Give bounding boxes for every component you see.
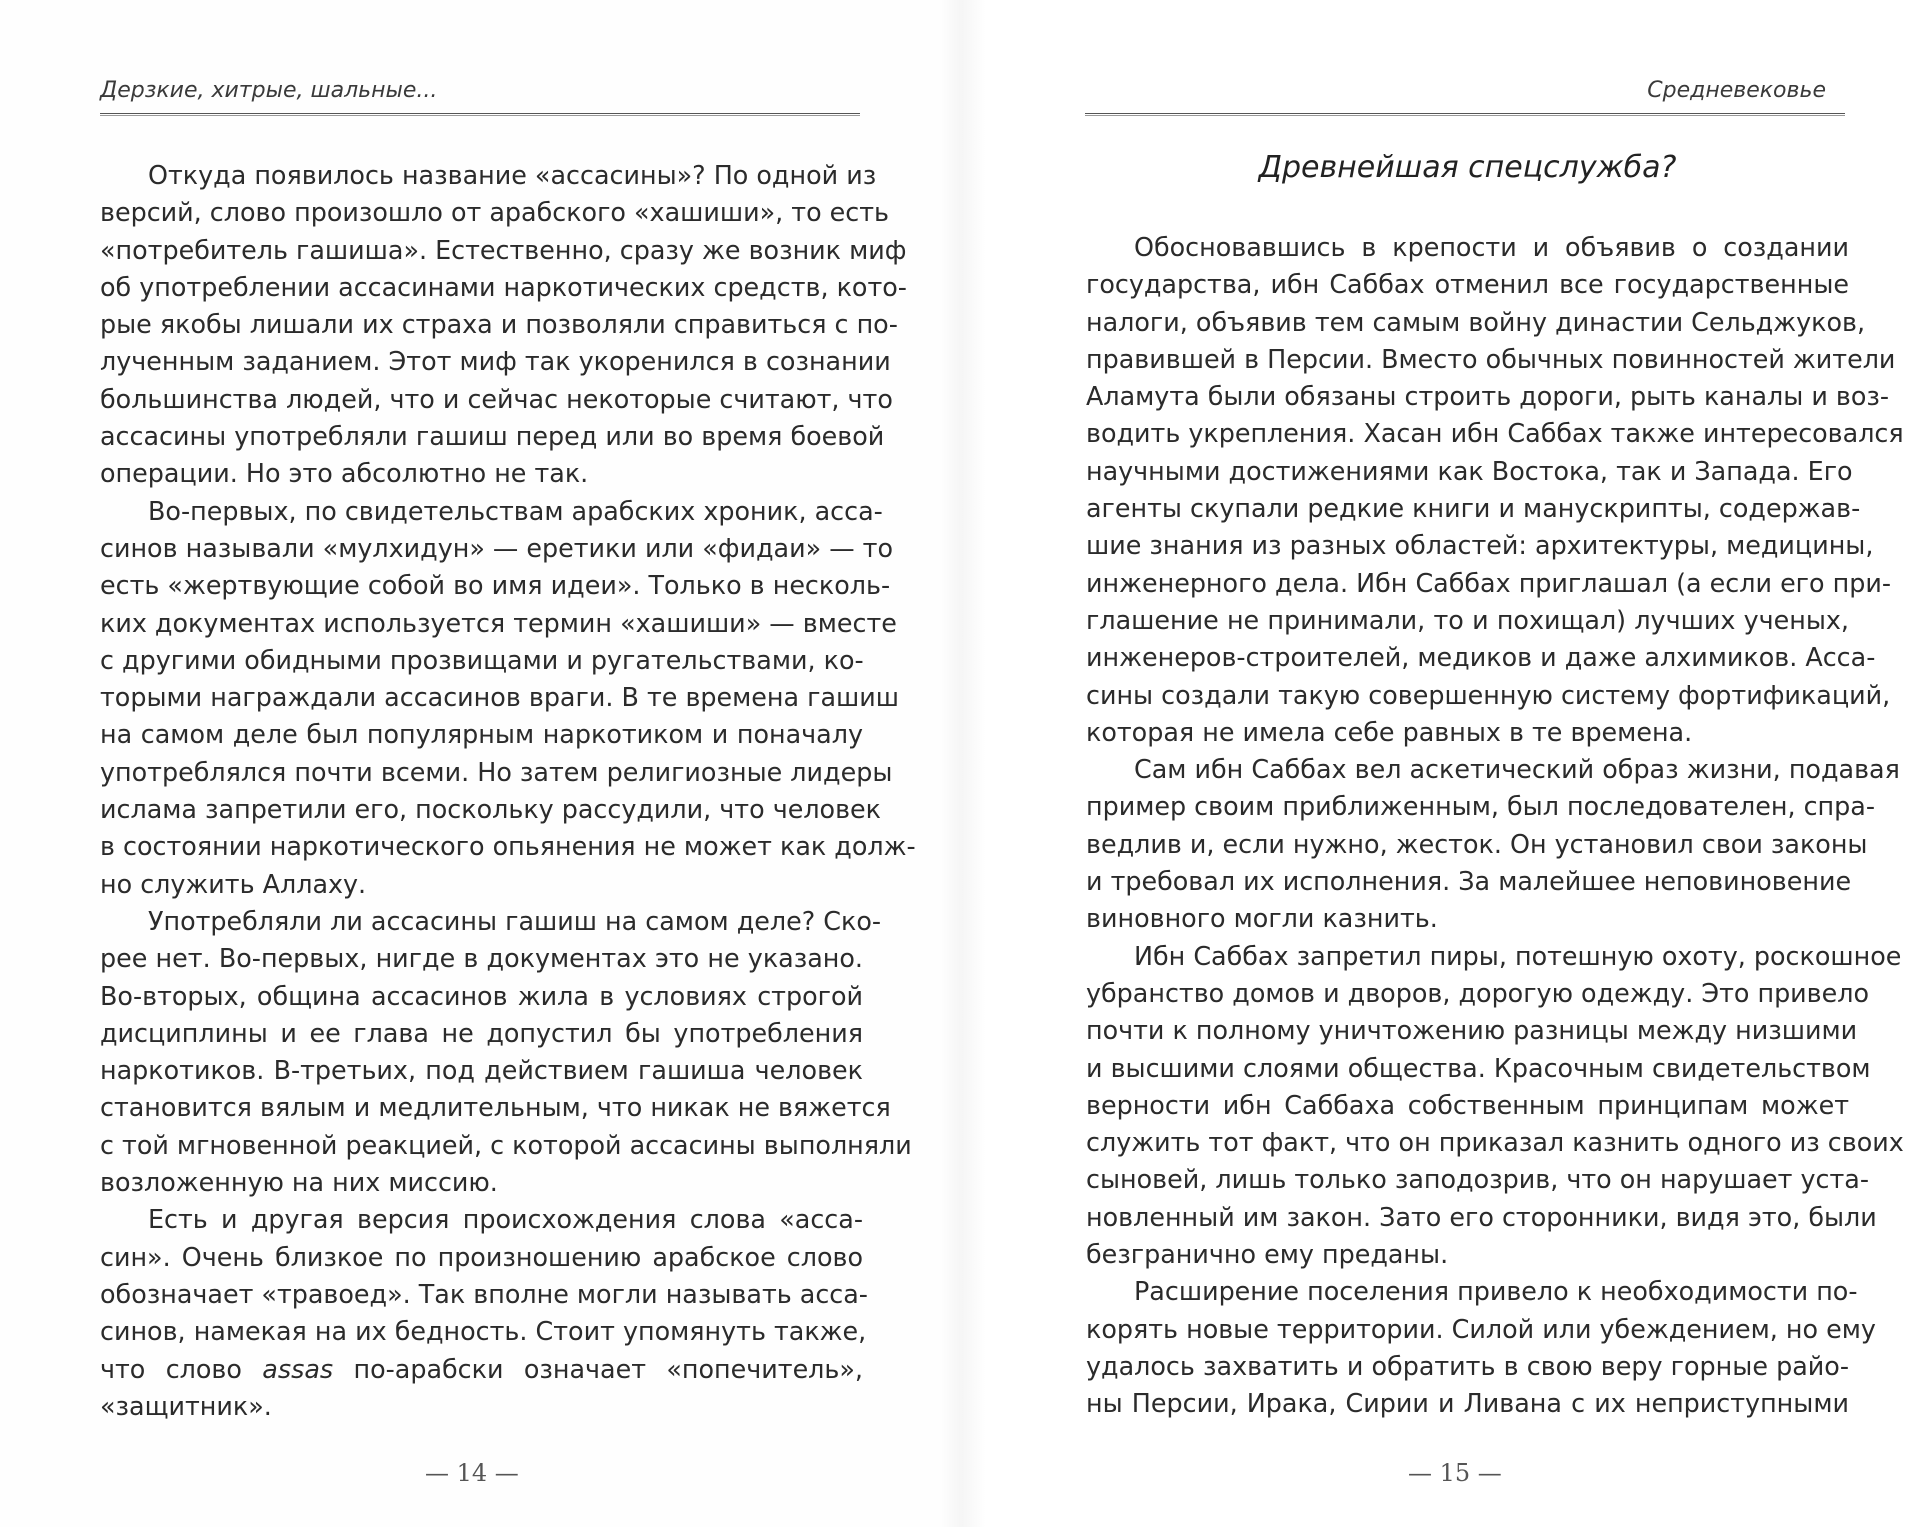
paragraph [100,903,912,1201]
text-line: ислама запретили его, поскольку рассудили, что человек [100,794,882,825]
text-line: инженерного дела. Ибн Саббах приглашал (а если его при- [1086,567,1892,598]
text-line: возложенную на них миссию. [100,1167,498,1198]
paragraph [100,493,916,903]
text-line: безгранично ему преданы. [1086,1239,1449,1270]
chapter-title: Древнейшая спецслужба? [1258,150,1677,185]
text-line: водить укрепления. Хасан ибн Саббах также интересовался [1086,418,1904,449]
text-line: ассасины употребляли гашиш перед или во время боевой [100,421,885,452]
text-line: операции. Но это абсолютно не так. [100,458,589,489]
paragraph [1086,938,1904,1274]
body-text [1086,229,1904,1423]
running-head: Средневековье [1647,78,1826,103]
right-page [963,0,1926,1527]
paragraph [1086,1273,1876,1422]
text-line: налоги, объявив тем самым войну династии Сельджуков, [1086,306,1866,337]
text-line: Ибн Саббах запретил пиры, потешную охоту, роскошное [1134,940,1902,971]
text-line: пример своим приближенным, был последователен, спра- [1086,791,1875,822]
text-line: версий, слово произошло от арабского «хашиши», то есть [100,197,890,228]
text-line: Сам ибн Саббах вел аскетический образ жизни, подавая [1134,754,1900,785]
text-line: рее нет. Во-первых, нигде в документах это не указано. [100,943,863,974]
page-number: — 15 — [1408,1459,1502,1487]
text-line: «потребитель гашиша». Естественно, сразу же возник миф [100,234,907,265]
text-line: об употреблении ассасинами наркотических средств, кото- [100,271,907,302]
text-line: глашение не принимали, то и похищал) лучших ученых, [1086,604,1849,635]
text-line: синов, намекая на их бедность. Стоит упомянуть также, [100,1316,867,1347]
text-line: с другими обидными прозвищами и ругательствами, ко- [100,644,864,675]
text-line: наркотиков. В-третьих, под действием гашиша человек [100,1055,863,1086]
header-rule [1085,113,1845,116]
text-line: сины создали такую совершенную систему фортификаций, [1086,679,1891,710]
text-line: торыми награждали ассасинов враги. В те времена гашиш [100,682,900,713]
text-line: Есть и другая версия происхождения слова «асса- [148,1204,863,1235]
text-line: синов называли «мулхидун» — еретики или «фидаи» — то [100,532,893,563]
text-line: Обосновавшись в крепости и объявив о создании [1134,232,1849,262]
text-line: корять новые территории. Силой или убеждением, но ему [1086,1313,1876,1344]
paragraph [100,157,907,493]
text-line: Во-первых, по свидетельствам арабских хроник, асса- [148,495,883,526]
paragraph [1086,751,1900,937]
running-head: Дерзкие, хитрые, шальные... [100,78,438,103]
text-line: агенты скупали редкие книги и манускрипты, содержав- [1086,493,1861,524]
text-line: Во-вторых, община ассасинов жила в условиях строгой [100,980,863,1011]
text-line: в состоянии наркотического опьянения не может как долж- [100,831,916,862]
text-line: ны Персии, Ирака, Сирии и Ливана с их неприступными [1086,1388,1849,1419]
text-line: верности ибн Саббаха собственным принципам может [1086,1089,1849,1120]
text-line: становится вялым и медлительным, что никак не вяжется [100,1092,891,1123]
paragraph [1086,229,1904,751]
text-line: на самом деле был популярным наркотиком и поначалу [100,719,863,750]
book-gutter [940,0,986,1527]
text-line: которая не имела себе равных в те времена. [1086,716,1693,747]
text-line: Аламута были обязаны строить дороги, рыть каналы и воз- [1086,381,1890,412]
paragraph [100,1201,868,1425]
text-line: служить тот факт, что он приказал казнить одного из своих [1086,1127,1904,1158]
text-line: почти к полному уничтожению разницы между низшими [1086,1015,1858,1046]
text-line: сыновей, лишь только заподозрив, что он нарушает уста- [1086,1164,1870,1195]
text-line: с той мгновенной реакцией, с которой ассасины выполняли [100,1129,912,1160]
text-line: обозначает «травоед». Так вполне могли называть асса- [100,1278,868,1309]
text-line: Расширение поселения привело к необходимости по- [1134,1276,1858,1307]
text-line: правившей в Персии. Вместо обычных повинностей жители [1086,343,1896,374]
text-line: научными достижениями как Востока, так и Запада. Его [1086,455,1853,486]
text-line: что слово assas по-арабски означает «попечитель», [100,1353,863,1384]
text-line: син». Очень близкое по произношению арабское слово [100,1241,863,1272]
body-text [100,157,916,1425]
text-line: Откуда появилось название «ассасины»? По одной из [148,160,877,190]
text-line: большинства людей, что и сейчас некоторые считают, что [100,383,893,414]
text-line: Употребляли ли ассасины гашиш на самом деле? Ско- [148,905,882,936]
text-line: новленный им закон. Зато его сторонники, видя это, были [1086,1201,1877,1232]
text-line: и высшими слоями общества. Красочным свидетельством [1086,1052,1871,1083]
text-line: ведлив и, если нужно, жесток. Он установил свои законы [1086,828,1868,859]
page-number: — 14 — [425,1459,519,1487]
text-line: шие знания из разных областей: архитектуры, медицины, [1086,530,1874,561]
text-line: «защитник». [100,1390,272,1421]
text-line: дисциплины и ее глава не допустил бы употребления [100,1017,863,1048]
text-line: употреблялся почти всеми. Но затем религиозные лидеры [100,756,893,787]
header-rule [100,113,860,116]
text-line: убранство домов и дворов, дорогую одежду. Это привело [1086,977,1870,1008]
text-line: удалось захватить и обратить в свою веру горные райо- [1086,1350,1849,1381]
text-line: есть «жертвующие собой во имя идеи». Только в несколь- [100,570,891,601]
text-line: но служить Аллаху. [100,868,367,899]
text-line: виновного могли казнить. [1086,903,1438,934]
text-line: инженеров-строителей, медиков и даже алхимиков. Асса- [1086,642,1876,673]
text-line: государства, ибн Саббах отменил все государственные [1086,269,1849,300]
text-line: ких документах используется термин «хашиши» — вместе [100,607,897,638]
text-line: рые якобы лишали их страха и позволяли справиться с по- [100,309,898,340]
text-line: и требовал их исполнения. За малейшее неповиновение [1086,866,1852,897]
text-line: лученным заданием. Этот миф так укоренился в сознании [100,346,891,377]
